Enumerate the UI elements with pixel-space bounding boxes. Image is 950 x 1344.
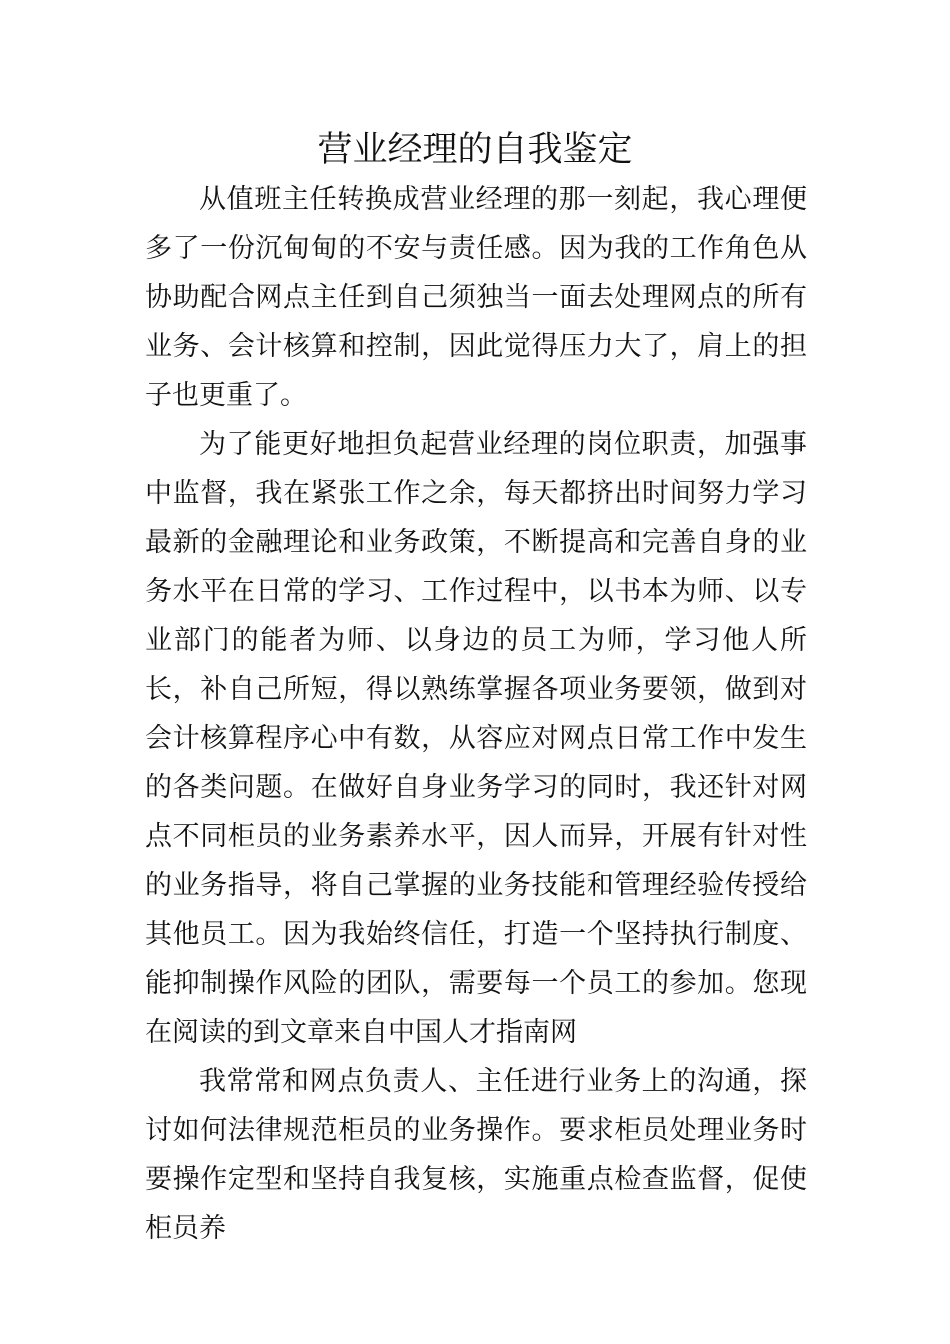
document-body	[145, 175, 807, 1253]
paragraph-3: 我常常和网点负责人、主任进行业务上的沟通，探讨如何法律规范柜员的业务操作。要求柜员处理业务时要操作定型和坚持自我复核，实施重点检查监督，促使柜员养	[145, 1066, 807, 1244]
paragraph-2: 为了能更好地担负起营业经理的岗位职责，加强事中监督，我在紧张工作之余，每天都挤出时间努力学习最新的金融理论和业务政策，不断提高和完善自身的业务水平在日常的学习、工作过程中，以书本为师、以专业部门的能者为师、以身边的员工为师，学习他人所长，补自己所短，得以熟练掌握各项业务要领，做到对会计核算程序心中有数，从容应对网点日常工作中发生的各类问题。在做好自身业务学习的同时，我还针对网点不同柜员的业务素养水平，因人而异，开展有针对性的业务指导，将自己掌握的业务技能和管理经验传授给其他员工。因为我始终信任，打造一个坚持执行制度、能抑制操作风险的团队，需要每一个员工的参加。您现在阅读的到文章来自中国人才指南网	[145, 429, 807, 1048]
paragraph-1: 从值班主任转换成营业经理的那一刻起，我心理便多了一份沉甸甸的不安与责任感。因为我的工作角色从协助配合网点主任到自己须独当一面去处理网点的所有业务、会计核算和控制，因此觉得压力大了，肩上的担子也更重了。	[145, 184, 807, 411]
page-title: 营业经理的自我鉴定	[317, 130, 633, 170]
